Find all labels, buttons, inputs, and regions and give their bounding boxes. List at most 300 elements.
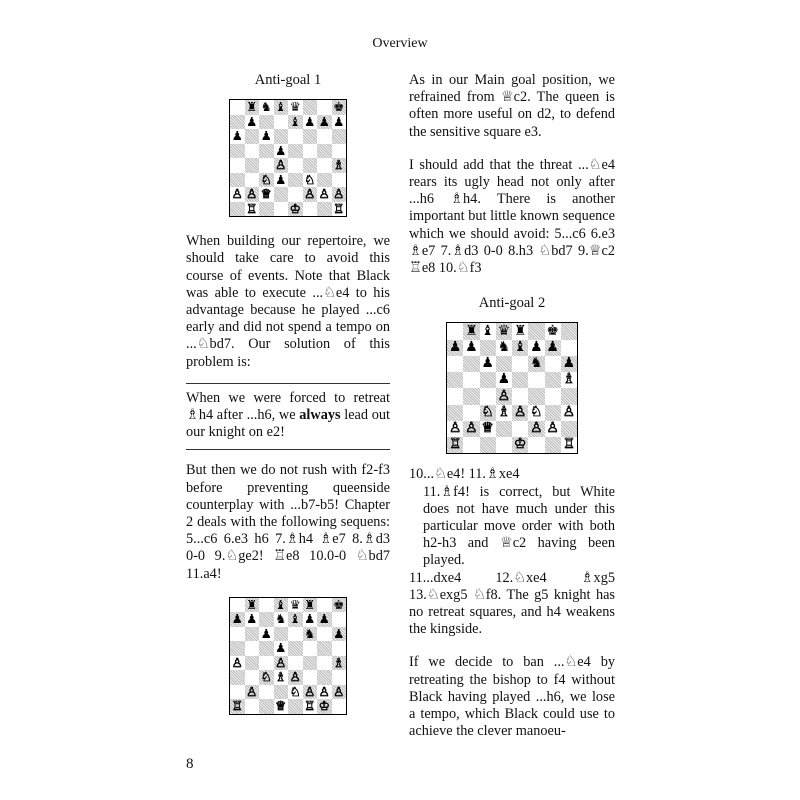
board-square: [463, 437, 479, 453]
board-square: [463, 340, 479, 356]
board-square: [545, 421, 561, 437]
black-piece-icon: ♟: [530, 338, 543, 355]
board-square: [545, 372, 561, 388]
board-square: [332, 612, 347, 627]
white-piece-icon: ♙: [304, 186, 316, 202]
board-square: [303, 187, 318, 202]
board-square: [230, 641, 245, 656]
black-piece-icon: ♟: [448, 338, 462, 355]
board-square: [274, 158, 289, 173]
board-square: [545, 437, 561, 453]
black-piece-icon: ♟: [246, 113, 258, 129]
board-square: [288, 129, 303, 144]
board-square: [245, 598, 260, 613]
white-piece-icon: ♗: [497, 403, 511, 420]
move-line: 11...dxe4 12.♘xe4 ♗xg5 13.♘exg5 ♘f8. The g5 knight has no retreat squares, and h4 weakens the kingside.: [409, 569, 615, 638]
board-square: [496, 421, 512, 437]
board-square: [561, 340, 577, 356]
black-piece-icon: ♜: [246, 596, 258, 612]
board-square: [332, 115, 347, 130]
board-square: [561, 405, 577, 421]
board-square: [528, 372, 544, 388]
board-square: [288, 612, 303, 627]
white-piece-icon: ♙: [246, 186, 258, 202]
chess-diagram-anti-goal-2: [446, 322, 578, 454]
move-line: 10...♘e4! 11.♗xe4: [409, 466, 520, 483]
black-piece-icon: ♝: [275, 99, 287, 115]
black-piece-icon: ♜: [246, 99, 258, 115]
board-square: [288, 187, 303, 202]
black-piece-icon: ♟: [260, 625, 272, 641]
black-piece-icon: ♟: [318, 611, 330, 627]
board-square: [545, 323, 561, 339]
black-piece-icon: ♟: [481, 355, 494, 372]
paragraph: If we decide to ban ...♘e4 by retreating the bishop to f4 without Black having played ...h6, we lose a tempo, which Black could use to achieve the clever manoeu-: [409, 654, 615, 740]
board-square: [317, 144, 332, 159]
white-piece-icon: ♙: [231, 654, 243, 670]
board-square: [303, 129, 318, 144]
white-piece-icon: ♙: [246, 683, 258, 699]
board-square: [288, 144, 303, 159]
white-piece-icon: ♗: [562, 371, 576, 388]
board-square: [259, 612, 274, 627]
board-square: [230, 202, 245, 217]
board-square: [332, 129, 347, 144]
board-square: [332, 187, 347, 202]
white-piece-icon: ♙: [275, 157, 287, 173]
board-square: [259, 699, 274, 714]
board-square: [317, 158, 332, 173]
board-square: [259, 173, 274, 188]
board-square: [274, 100, 289, 115]
board-square: [561, 356, 577, 372]
board-square: [288, 641, 303, 656]
board-square: [303, 685, 318, 700]
black-piece-icon: ♟: [231, 611, 243, 627]
board-square: [274, 627, 289, 642]
white-piece-icon: ♔: [318, 698, 330, 714]
diagram-wrap: [186, 99, 390, 217]
board-square: [245, 129, 260, 144]
board-square: [496, 372, 512, 388]
board-square: [447, 437, 463, 453]
black-piece-icon: ♟: [304, 611, 316, 627]
board-square: [245, 158, 260, 173]
board-square: [288, 115, 303, 130]
black-piece-icon: ♛: [289, 99, 301, 115]
board-square: [528, 437, 544, 453]
board-square: [230, 144, 245, 159]
board-square: [512, 340, 528, 356]
white-piece-icon: ♘: [289, 683, 301, 699]
black-piece-icon: ♛: [289, 596, 301, 612]
board-square: [496, 437, 512, 453]
board-square: [288, 598, 303, 613]
board-square: [245, 144, 260, 159]
board-square: [512, 372, 528, 388]
black-piece-icon: ♟: [465, 338, 478, 355]
board-square: [545, 405, 561, 421]
board-square: [528, 405, 544, 421]
board-square: [317, 598, 332, 613]
black-piece-icon: ♟: [275, 142, 287, 158]
diagram-wrap: [186, 597, 390, 715]
board-square: [317, 612, 332, 627]
black-piece-icon: ♞: [497, 338, 511, 355]
board-square: [274, 685, 289, 700]
black-piece-icon: ♚: [546, 322, 559, 339]
board-square: [230, 173, 245, 188]
board-square: [447, 405, 463, 421]
board-square: [274, 173, 289, 188]
board-square: [230, 670, 245, 685]
board-square: [303, 641, 318, 656]
black-piece-icon: ♟: [333, 625, 345, 641]
white-piece-icon: ♙: [497, 387, 511, 404]
board-square: [332, 173, 347, 188]
board-square: [512, 421, 528, 437]
board-square: [245, 115, 260, 130]
black-piece-icon: ♟: [562, 355, 576, 372]
diagram-caption: Anti-goal 1: [254, 72, 322, 88]
white-piece-icon: ♙: [333, 186, 345, 202]
board-square: [274, 115, 289, 130]
board-square: [545, 388, 561, 404]
board-square: [259, 202, 274, 217]
white-piece-icon: ♘: [304, 171, 316, 187]
white-piece-icon: ♙: [465, 420, 478, 437]
board-square: [332, 144, 347, 159]
board-square: [274, 598, 289, 613]
board-square: [463, 421, 479, 437]
board-square: [463, 356, 479, 372]
paragraph: I should add that the threat ...♘e4 rears its ugly head not only after ...h6 ♗h4. There is another important but little known sequence which we should avoid: 5...c6 6.e3 ♗e7 7.♗d3 0-0 8.h3 ♘bd7 9.♕c2 ♖e8 10.♘f3: [409, 156, 615, 277]
black-piece-icon: ♝: [289, 611, 301, 627]
board-square: [259, 670, 274, 685]
white-piece-icon: ♗: [275, 669, 287, 685]
white-piece-icon: ♙: [448, 420, 462, 437]
chess-diagram-3: [229, 597, 347, 715]
left-column: [186, 72, 390, 715]
boxed-text-after: lead out our knight on e2!: [186, 407, 390, 441]
board-square: [303, 612, 318, 627]
black-piece-icon: ♚: [333, 99, 345, 115]
board-square: [480, 388, 496, 404]
white-piece-icon: ♔: [289, 200, 301, 216]
white-piece-icon: ♔: [513, 436, 527, 453]
board-square: [332, 202, 347, 217]
move-note: 11.♗f4! is correct, but White does not have much under this particular move order with both h2-h3 and ♕c2 having been played.: [423, 483, 615, 569]
board-square: [230, 115, 245, 130]
board-square: [259, 641, 274, 656]
board-square: [528, 340, 544, 356]
black-piece-icon: ♟: [318, 113, 330, 129]
white-piece-icon: ♖: [562, 436, 576, 453]
black-piece-icon: ♟: [260, 128, 272, 144]
white-piece-icon: ♙: [275, 654, 287, 670]
board-square: [496, 388, 512, 404]
board-square: [317, 115, 332, 130]
board-square: [447, 372, 463, 388]
board-square: [528, 421, 544, 437]
black-piece-icon: ♞: [260, 99, 272, 115]
board-square: [480, 340, 496, 356]
black-piece-icon: ♞: [304, 625, 316, 641]
white-piece-icon: ♙: [318, 186, 330, 202]
board-square: [528, 388, 544, 404]
board-square: [332, 685, 347, 700]
board-square: [259, 158, 274, 173]
board-square: [561, 323, 577, 339]
right-column: [409, 72, 615, 740]
board-square: [303, 202, 318, 217]
board-square: [245, 685, 260, 700]
board-square: [317, 202, 332, 217]
paragraph: As in our Main goal position, we refrained from ♕c2. The queen is often more useful on d2, to defend the sensitive square e3.: [409, 72, 615, 140]
board-square: [447, 421, 463, 437]
paragraph: But then we do not rush with f2-f3 before preventing queenside counterplay with ...b7-b5! Chapter 2 deals with the following sequens: 5...c6 6.e3 h6 7.♗h4 ♗e7 8.♗d3 0-0 9.♘ge2! ♖e8 10.0-0 ♘bd7 11.a4!: [186, 462, 390, 582]
black-piece-icon: ♝: [289, 113, 301, 129]
board-square: [332, 158, 347, 173]
board-square: [528, 356, 544, 372]
boxed-text-before: When we were forced to retreat ♗h4 after ...h6, we: [186, 389, 390, 424]
board-square: [317, 641, 332, 656]
board-square: [496, 323, 512, 339]
white-piece-icon: ♘: [530, 403, 543, 420]
board-square: [512, 388, 528, 404]
board-square: [259, 100, 274, 115]
board-square: [480, 323, 496, 339]
board-square: [259, 598, 274, 613]
board-square: [528, 323, 544, 339]
board-square: [447, 388, 463, 404]
board-square: [274, 129, 289, 144]
board-square: [303, 699, 318, 714]
board-square: [332, 598, 347, 613]
black-piece-icon: ♟: [497, 371, 511, 388]
board-square: [303, 598, 318, 613]
chess-diagram-anti-goal-1: [229, 99, 347, 217]
board-square: [230, 685, 245, 700]
board-square: [332, 641, 347, 656]
board-square: [561, 372, 577, 388]
board-square: [274, 144, 289, 159]
board-square: [245, 187, 260, 202]
board-square: [512, 323, 528, 339]
board-square: [463, 372, 479, 388]
black-piece-icon: ♚: [333, 596, 345, 612]
board-square: [259, 187, 274, 202]
board-square: [245, 670, 260, 685]
board-square: [317, 173, 332, 188]
board-square: [245, 100, 260, 115]
white-piece-icon: ♖: [246, 200, 258, 216]
board-square: [245, 699, 260, 714]
board-square: [303, 115, 318, 130]
board-square: [259, 129, 274, 144]
board-square: [288, 670, 303, 685]
board-square: [288, 699, 303, 714]
board-square: [332, 627, 347, 642]
white-piece-icon: ♗: [333, 654, 345, 670]
board-square: [274, 187, 289, 202]
board-square: [496, 356, 512, 372]
white-piece-icon: ♘: [481, 403, 494, 420]
black-piece-icon: ♟: [275, 171, 287, 187]
white-piece-icon: ♙: [304, 683, 316, 699]
white-piece-icon: ♗: [333, 157, 345, 173]
board-square: [288, 158, 303, 173]
board-square: [463, 405, 479, 421]
page-number: 8: [186, 756, 194, 772]
board-square: [317, 656, 332, 671]
board-square: [512, 356, 528, 372]
board-square: [230, 158, 245, 173]
board-square: [230, 129, 245, 144]
black-piece-icon: ♞: [530, 355, 543, 372]
board-square: [332, 699, 347, 714]
board-square: [230, 699, 245, 714]
board-square: [230, 598, 245, 613]
board-square: [230, 656, 245, 671]
board-square: [447, 323, 463, 339]
black-piece-icon: ♜: [465, 322, 478, 339]
board-square: [245, 173, 260, 188]
board-square: [274, 641, 289, 656]
board-square: [259, 115, 274, 130]
board-square: [447, 340, 463, 356]
boxed-rule-text: [186, 390, 390, 442]
board-square: [463, 388, 479, 404]
white-piece-icon: ♙: [562, 403, 576, 420]
board-square: [288, 627, 303, 642]
white-piece-icon: ♘: [260, 669, 272, 685]
boxed-text-emphasis: always: [299, 407, 341, 424]
board-square: [545, 356, 561, 372]
board-square: [230, 100, 245, 115]
white-piece-icon: ♕: [481, 420, 494, 437]
board-square: [332, 100, 347, 115]
board-square: [317, 129, 332, 144]
board-square: [561, 437, 577, 453]
board-square: [245, 202, 260, 217]
white-piece-icon: ♖: [231, 698, 243, 714]
board-square: [303, 100, 318, 115]
white-piece-icon: ♙: [530, 420, 543, 437]
running-head: Overview: [372, 36, 428, 51]
board-square: [274, 670, 289, 685]
board-square: [317, 670, 332, 685]
board-square: [259, 144, 274, 159]
board-square: [561, 388, 577, 404]
board-square: [317, 685, 332, 700]
board-square: [230, 612, 245, 627]
white-piece-icon: ♙: [546, 420, 559, 437]
black-piece-icon: ♟: [246, 611, 258, 627]
black-piece-icon: ♜: [304, 596, 316, 612]
board-square: [480, 421, 496, 437]
board-square: [332, 670, 347, 685]
black-piece-icon: ♝: [275, 596, 287, 612]
white-piece-icon: ♙: [513, 403, 527, 420]
white-piece-icon: ♙: [289, 669, 301, 685]
black-piece-icon: ♟: [304, 113, 316, 129]
board-square: [274, 612, 289, 627]
white-piece-icon: ♖: [304, 698, 316, 714]
board-square: [480, 372, 496, 388]
board-square: [245, 612, 260, 627]
diagram-caption: Anti-goal 2: [478, 295, 546, 312]
board-square: [496, 405, 512, 421]
board-square: [480, 405, 496, 421]
board-square: [245, 627, 260, 642]
board-square: [303, 158, 318, 173]
board-square: [230, 627, 245, 642]
board-square: [317, 187, 332, 202]
black-piece-icon: ♛: [497, 322, 511, 339]
board-square: [274, 656, 289, 671]
black-piece-icon: ♞: [275, 611, 287, 627]
black-piece-icon: ♟: [231, 128, 243, 144]
black-piece-icon: ♟: [333, 113, 345, 129]
board-square: [480, 356, 496, 372]
paragraph: When building our repertoire, we should take care to avoid this course of events. Note that Black was able to execute ...♘e4 to his advantage because he played ...c6 early and did not spend a tempo on ...♘bd7. Our solution of this problem is:: [186, 233, 390, 370]
black-piece-icon: ♟: [275, 640, 287, 656]
black-piece-icon: ♝: [481, 322, 494, 339]
board-square: [480, 437, 496, 453]
board-square: [288, 202, 303, 217]
board-square: [512, 437, 528, 453]
board-square: [545, 340, 561, 356]
board-square: [288, 685, 303, 700]
board-square: [288, 100, 303, 115]
board-square: [447, 356, 463, 372]
white-piece-icon: ♙: [333, 683, 345, 699]
board-square: [317, 699, 332, 714]
board-square: [303, 670, 318, 685]
board-square: [303, 173, 318, 188]
diagram-wrap: [409, 322, 615, 454]
board-square: [288, 656, 303, 671]
white-piece-icon: ♖: [448, 436, 462, 453]
white-piece-icon: ♕: [260, 186, 272, 202]
white-piece-icon: ♙: [231, 186, 243, 202]
board-square: [463, 323, 479, 339]
board-square: [288, 173, 303, 188]
board-square: [332, 656, 347, 671]
board-square: [303, 144, 318, 159]
board-square: [303, 656, 318, 671]
board-square: [245, 656, 260, 671]
board-square: [496, 340, 512, 356]
white-piece-icon: ♙: [318, 683, 330, 699]
board-square: [317, 100, 332, 115]
board-square: [274, 202, 289, 217]
board-square: [512, 405, 528, 421]
board-square: [317, 627, 332, 642]
board-square: [259, 685, 274, 700]
white-piece-icon: ♕: [275, 698, 287, 714]
board-square: [303, 627, 318, 642]
board-square: [274, 699, 289, 714]
white-piece-icon: ♘: [260, 171, 272, 187]
black-piece-icon: ♜: [513, 322, 527, 339]
board-square: [245, 641, 260, 656]
black-piece-icon: ♟: [546, 338, 559, 355]
black-piece-icon: ♝: [513, 338, 527, 355]
board-square: [259, 627, 274, 642]
board-square: [259, 656, 274, 671]
